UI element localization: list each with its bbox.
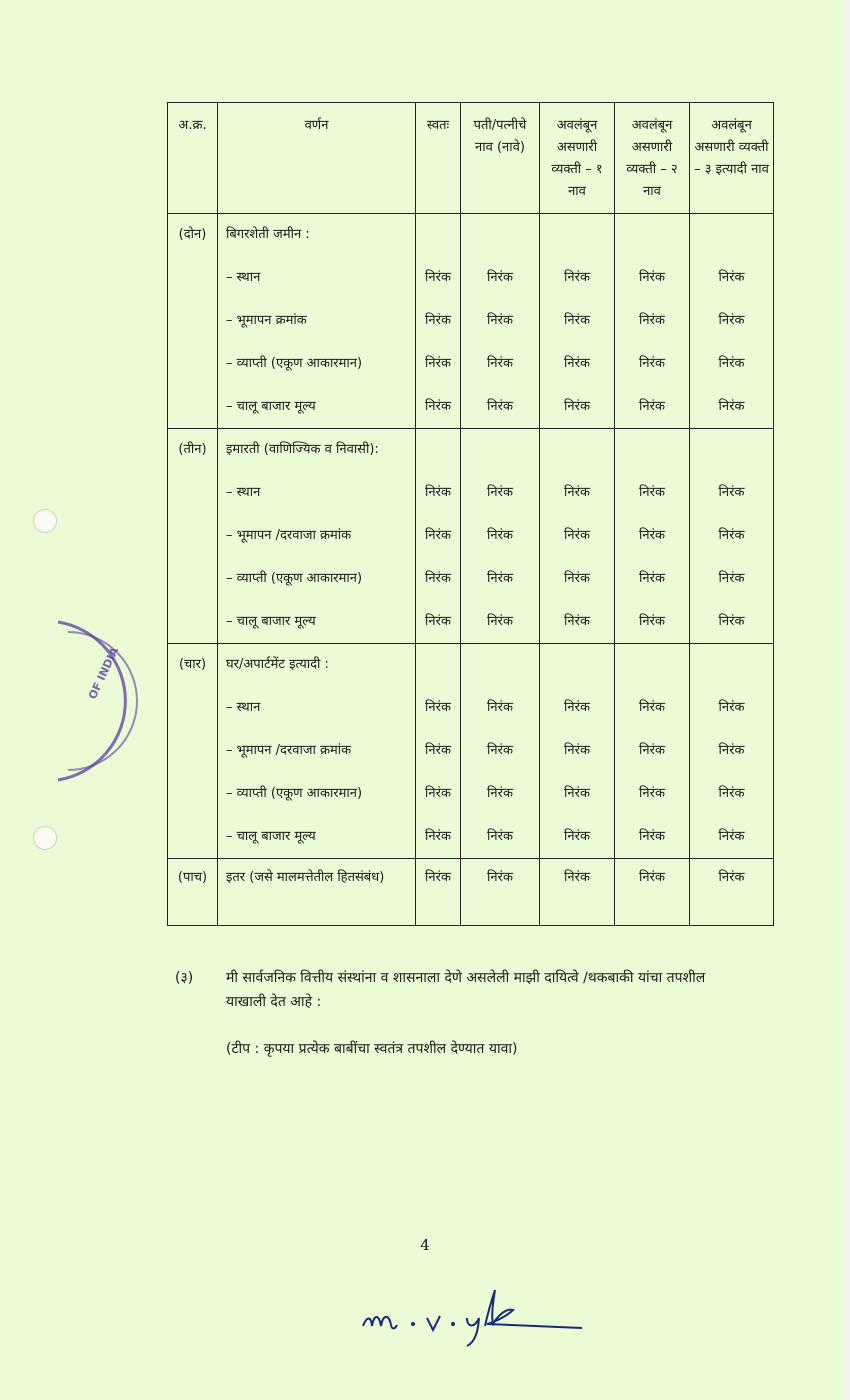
value-column-cell [540,644,615,859]
value-cell: निरंक [564,571,590,586]
value-cell: निरंक [425,528,451,543]
value-cell: निरंक [487,571,513,586]
punch-hole [33,826,57,850]
value-cell: निरंक [487,786,513,801]
value-cell: निरंक [639,528,665,543]
value-cell: निरंक [425,743,451,758]
value-cell: निरंक [639,743,665,758]
value-cell: निरंक [564,870,590,885]
value-column-cell [615,429,690,644]
value-cell: निरंक [564,313,590,328]
value-cell: निरंक [487,313,513,328]
value-column-cell [540,859,615,926]
page-edge [842,0,850,1400]
header-serial-no: अ.क्र. [168,103,218,214]
section-description-cell [218,214,416,429]
value-cell: निरंक [564,270,590,285]
value-column-cell [615,859,690,926]
value-column-cell [540,214,615,429]
value-column-cell [461,214,540,429]
value-column-cell [690,859,774,926]
value-cell: निरंक [564,829,590,844]
value-cell: निरंक [487,356,513,371]
value-cell: निरंक [487,829,513,844]
value-cell: निरंक [487,870,513,885]
row-label: – चालू बाजार मूल्य [226,829,316,844]
value-cell: निरंक [639,786,665,801]
value-cell: निरंक [564,485,590,500]
value-cell: निरंक [718,313,745,328]
value-cell: निरंक [639,829,665,844]
value-cell: निरंक [639,399,665,414]
section-description-cell [218,429,416,644]
value-cell: निरंक [718,528,745,543]
value-cell: निरंक [718,399,745,414]
section-3-text: मी सार्वजनिक वित्तीय संस्थांना व शासनाला देणे असलेली माझी दायित्वे /थकबाकी यांचा तपशील याखाली देत आहे : [226,970,706,1010]
table-header-row [168,103,774,214]
value-column-cell [416,429,461,644]
section-title: घर/अपार्टमेंट इत्यादी : [226,657,329,672]
table-section-row [168,429,774,644]
section-number: (दोन) [178,227,207,242]
value-column-cell [461,429,540,644]
section-number-cell [168,214,218,429]
value-cell: निरंक [425,399,451,414]
value-cell: निरंक [487,700,513,715]
header-description: वर्णन [218,103,416,214]
value-cell: निरंक [487,528,513,543]
value-column-cell [615,214,690,429]
value-cell: निरंक [718,786,745,801]
value-column-cell [690,644,774,859]
table-section-row [168,644,774,859]
section-number-cell [168,644,218,859]
header-self: स्वतः [416,103,461,214]
value-cell: निरंक [564,614,590,629]
value-cell: निरंक [487,270,513,285]
value-column-cell [690,429,774,644]
value-cell: निरंक [564,399,590,414]
section-number-cell [168,859,218,926]
value-cell: निरंक [639,270,665,285]
property-details-table [167,102,774,926]
value-cell: निरंक [564,743,590,758]
row-label: इतर (जसे मालमत्तेतील हितसंबंध) [226,870,385,885]
page-number: 4 [420,1236,430,1254]
row-label: – स्थान [226,270,261,285]
value-cell: निरंक [425,700,451,715]
row-label: – स्थान [226,700,261,715]
section-number: (चार) [178,657,207,672]
value-cell: निरंक [425,571,451,586]
value-cell: निरंक [718,829,745,844]
value-cell: निरंक [564,528,590,543]
value-cell: निरंक [487,399,513,414]
section-title: बिगरशेती जमीन : [226,227,310,242]
value-cell: निरंक [718,571,745,586]
value-cell: निरंक [639,485,665,500]
row-label: – चालू बाजार मूल्य [226,399,316,414]
section-description-cell [218,859,416,926]
value-cell: निरंक [639,313,665,328]
value-cell: निरंक [639,614,665,629]
value-cell: निरंक [718,485,745,500]
value-cell: निरंक [564,700,590,715]
section-description-cell [218,644,416,859]
value-cell: निरंक [425,614,451,629]
value-cell: निरंक [718,870,745,885]
value-cell: निरंक [639,870,665,885]
value-column-cell [615,644,690,859]
value-cell: निरंक [639,356,665,371]
row-label: – भूमापन /दरवाजा क्रमांक [226,528,352,543]
section-3-note: (टीप : कृपया प्रत्येक बाबींचा स्वतंत्र तपशील देण्यात यावा) [226,1041,518,1057]
value-column-cell [540,429,615,644]
value-cell: निरंक [718,356,745,371]
value-cell: निरंक [564,786,590,801]
value-column-cell [461,859,540,926]
value-cell: निरंक [425,313,451,328]
value-cell: निरंक [425,356,451,371]
row-label: – भूमापन क्रमांक [226,313,307,328]
value-column-cell [416,214,461,429]
value-cell: निरंक [639,700,665,715]
row-label: – व्याप्ती (एकूण आकारमान) [226,786,363,801]
row-label: – चालू बाजार मूल्य [226,614,316,629]
section-number-cell [168,429,218,644]
table-row-other [168,859,774,926]
row-label: – व्याप्ती (एकूण आकारमान) [226,571,363,586]
value-cell: निरंक [718,614,745,629]
value-cell: निरंक [718,743,745,758]
row-label: – भूमापन /दरवाजा क्रमांक [226,743,352,758]
value-cell: निरंक [425,829,451,844]
header-spouse: पती/पत्नीचे नाव (नावे) [461,103,540,214]
value-cell: निरंक [639,571,665,586]
section-number: (तीन) [178,442,207,457]
value-cell: निरंक [425,270,451,285]
row-label: – स्थान [226,485,261,500]
value-cell: निरंक [564,356,590,371]
value-cell: निरंक [487,743,513,758]
table-section-row [168,214,774,429]
value-column-cell [416,644,461,859]
header-dependent-2: अवलंबून असणारी व्यक्ती – २ नाव [615,103,690,214]
value-cell: निरंक [487,614,513,629]
svg-text:OF INDIA: OF INDIA [85,645,122,702]
section-title: इमारती (वाणिज्यिक व निवासी): [226,442,379,457]
value-cell: निरंक [487,485,513,500]
handwritten-signature [355,1282,585,1352]
value-cell: निरंक [425,485,451,500]
value-cell: निरंक [718,700,745,715]
section-3-number: (३) [175,970,194,986]
punch-hole [33,509,57,533]
row-label: – व्याप्ती (एकूण आकारमान) [226,356,363,371]
header-dependent-1: अवलंबून असणारी व्यक्ती – १ नाव [540,103,615,214]
value-cell: निरंक [425,786,451,801]
official-seal-stamp [40,600,140,790]
value-column-cell [690,214,774,429]
value-cell: निरंक [425,870,451,885]
section-number: (पाच) [177,870,208,885]
value-cell: निरंक [718,270,745,285]
value-column-cell [461,644,540,859]
header-dependent-3: अवलंबून असणारी व्यक्ती – ३ इत्यादी नाव [690,103,774,214]
value-column-cell [416,859,461,926]
